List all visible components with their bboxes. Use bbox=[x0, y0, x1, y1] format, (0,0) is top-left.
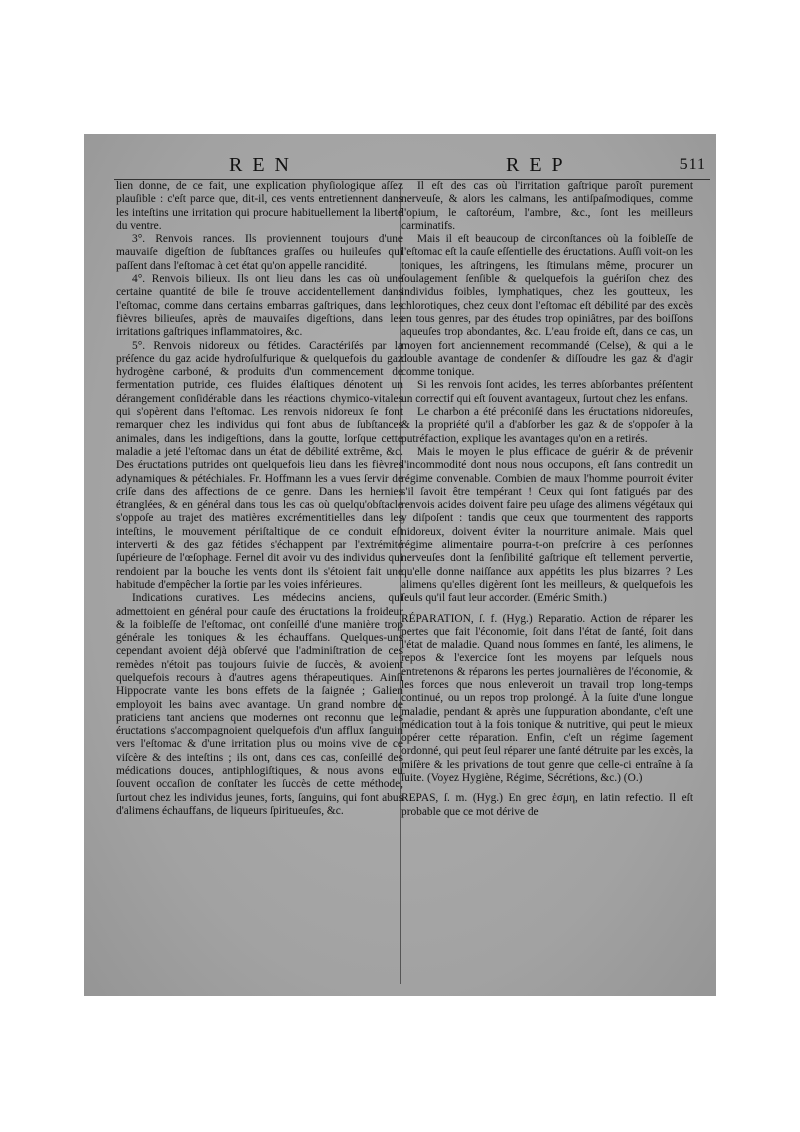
running-head-right: REP bbox=[506, 154, 573, 176]
paragraph: Le charbon a été préconiſé dans les éructations nidoreuſes, & la propriété qu'il a d'abſorber les gaz & de s'oppoſer à la putréfaction, explique les avantages qu'on en a retirés. bbox=[401, 406, 693, 445]
paragraph: Si les renvois ſont acides, les terres abſorbantes préſentent un correctif qui eſt ſouvent avantageux, ſurtout chez les enfans. bbox=[401, 379, 693, 405]
paragraph: Mais il eſt beaucoup de circonſtances où la foibleſſe de l'eſtomac eſt la cauſe eſſentielle des éructations. Auſſi voit-on les toniques, les aſtringens, les ſtimulans même, procurer un ſoulagement ſenſible & quelquefois la guériſon chez des individus foibles, lymphatiques, chez les goutteux, les chlorotiques, chez ceux dont l'eſtomac eſt débilité par des excès en tous genres, par des études trop opiniâtres, par des boiſſons aqueuſes trop abondantes, &c. L'eau froide eſt, dans ce cas, un moyen fort anciennement recommandé (Celse), & qui a le double avantage de condenſer & diſſoudre les gaz & d'agir comme tonique. bbox=[401, 233, 693, 379]
paragraph: Indications curatives. Les médecins anciens, qui admettoient en général pour cauſe des éructations la froideur & la foibleſſe de l'eſtomac, ont conſeillé d'une manière trop générale les toniques & les échauffans. Quelques-uns cependant avoient déjà obſervé que l'adminiſtration de ces remèdes n'étoit pas toujours ſuivie de ſuccès, & avoient quelquefois recours à d'autres agens thérapeutiques. Ainſi Hippocrate vante les bons effets de la ſaignée ; Galien employoit les bains avec avantage. Un grand nombre de praticiens tant anciens que modernes ont reconnu que les éructations s'accompagnoient quelquefois d'un afflux ſanguin vers l'eſtomac & d'une irritation plus ou moins vive de ce viſcère & des inteſtins ; ils ont, dans ces cas, conſeillé des médications douces, antiphlogiſtiques, & nous avons eu ſouvent occaſion de conſtater les ſuccès de cette méthode, ſurtout chez les individus jeunes, forts, ſanguins, qui font abus d'alimens échauffans, de liqueurs ſpiritueuſes, &c. bbox=[116, 592, 403, 817]
left-column bbox=[116, 180, 403, 818]
paragraph: 3°. Renvois rances. Ils proviennent toujours d'une mauvaiſe digeſtion de ſubſtances graſſes ou huileuſes qui paſſent dans l'eſtomac à cet état qu'on appelle rancidité. bbox=[116, 233, 403, 272]
paragraph: 4°. Renvois bilieux. Ils ont lieu dans les cas où une certaine quantité de bile ſe trouve accidentellement dans l'eſtomac, comme dans certains embarras gaſtriques, dans les fièvres bilieuſes, après de mauvaiſes digeſtions, dans les irritations gaſtriques inflammatoires, &c. bbox=[116, 273, 403, 339]
paragraph: Il eſt des cas où l'irritation gaſtrique paroît purement nerveuſe, & alors les calmans, les antiſpaſmodiques, comme l'opium, le caſtoréum, l'ambre, &c., ſont les meilleurs carminatifs. bbox=[401, 180, 693, 232]
right-column bbox=[401, 180, 693, 819]
dictionary-entry-repas: REPAS, ſ. m. (Hyg.) En grec ἑσμη, en latin refectio. Il eſt probable que ce mot dérive de bbox=[401, 792, 693, 818]
running-head bbox=[84, 154, 716, 180]
page-number: 511 bbox=[679, 156, 706, 173]
running-head-left: REN bbox=[229, 154, 299, 176]
paragraph: lien donne, de ce fait, une explication phyſiologique aſſez plauſible : c'eſt parce que, dit-il, ces vents entretiennent dans les inteſtins une irritation qui procure habituellement la liberté du ventre. bbox=[116, 180, 403, 232]
dictionary-entry-reparation: RÉPARATION, ſ. f. (Hyg.) Reparatio. Action de réparer les pertes que fait l'économie, ſoit dans l'état de ſanté, ſoit dans l'état de maladie. Quand nous ſommes en ſanté, les alimens, le repos & l'exercice ſont les moyens par leſquels nous entretenons & réparons les pertes journalières de l'économie, & les forces que nous enleveroit un travail trop long-temps continué, ou un repos trop prolongé. À la ſuite d'une longue maladie, pendant & après une ſuppuration abondante, c'eſt une médication tout à la fois tonique & nutritive, qui peut le mieux opérer cette réparation. Enfin, c'eſt un régime ſagement ordonné, qui peut ſeul réparer une ſanté détruite par les excès, la miſère & les privations de tout genre que celle-ci entraîne à ſa ſuite. (Voyez Hygiène, Régime, Sécrétions, &c.) (O.) bbox=[401, 612, 693, 785]
scanned-page bbox=[84, 134, 716, 996]
paragraph: Mais le moyen le plus efficace de guérir & de prévenir l'incommodité dont nous nous occupons, eſt ſans contredit un régime convenable. Combien de maux l'homme pourroit éviter s'il ſavoit être tempérant ! Ceux qui ſont fatigués par des renvois acides doivent faire peu uſage des alimens végétaux qui y diſpoſent : tandis que ceux que tourmentent des rapports nidoreux, doivent éviter la nourriture animale. Mais quel régime alimentaire pourra-t-on preſcrire à ces perſonnes nerveuſes dont la ſenſibilité gaſtrique eſt tellement pervertie, qu'elle donne naiſſance aux appétits les plus bizarres ? Les alimens qu'elles digèrent ſont les meilleurs, & quelquefois les ſeuls qu'il faut leur accorder. (Eméric Smith.) bbox=[401, 445, 693, 605]
paragraph: 5°. Renvois nidoreux ou fétides. Caractériſés par la préſence du gaz acide hydroſulfurique & quelquefois du gaz hydrogène carboné, & produits d'un commencement de fermentation putride, ces fluides élaſtiques dénotent un dérangement conſidérable dans les réactions chymico-vitales qui s'opèrent dans l'eſtomac. Les renvois nidoreux ſe font remarquer chez les individus qui font abus de ſubſtances animales, dans les indigeſtions, dans la goutte, lorſque cette maladie a jeté l'eſtomac dans un état de débilité extrême, &c. Des éructations putrides ont quelquefois lieu dans les fièvres adynamiques & pétéchiales. Fr. Hoffmann les a vues ſervir de criſe dans des affections de ce genre. Dans les hernies étranglées, & en général dans tous les cas où quelqu'obſtacle s'oppoſe au trajet des matières excrémentitielles dans les inteſtins, le mouvement périſtaltique de ce conduit eſt interverti & des gaz fétides s'échappent par l'extrémité ſupérieure de l'œſophage. Fernel dit avoir vu des individus qui rendoient par la bouche les vents dont ils s'étoient fait une habitude d'empêcher la ſortie par les voies inférieures. bbox=[116, 339, 403, 591]
